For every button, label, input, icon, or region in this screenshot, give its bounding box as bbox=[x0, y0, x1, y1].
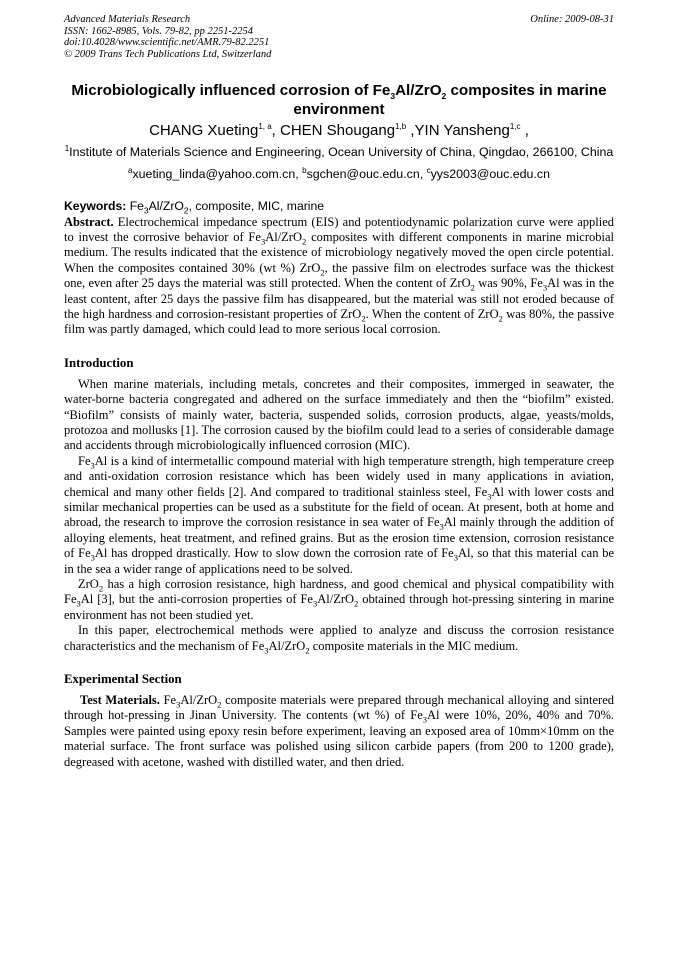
keywords: Keywords: $Fe_3Al/ZrO_2$, composite, MIC, marine bbox=[64, 199, 325, 216]
paper-title: Microbiologically influenced corrosion of $Fe_3Al/ZrO_2$ composites in marine environment bbox=[71, 82, 607, 118]
issn-line: ISSN: 1662-8985, Vols. 79-82, pp 2251-2254 bbox=[64, 25, 253, 37]
experimental-heading: Experimental Section bbox=[64, 672, 182, 687]
journal-name: Advanced Materials Research bbox=[64, 14, 191, 25]
intro-paragraph-1: When marine materials, including metals, concretes and their composites, immerged in seawater, the water-borne bacteria congregated and adhered on the surface immediately and then the “biofilm” existed. “Biofilm” consists of mainly water, bacteria, suspended solids, corrosion products, algae, yeasts/molds, protozoa and mollusks [1]. The corrosion caused by the biofilm could lead to a series of considerable damage and accidents through microbiologically influenced corrosion (MIC). bbox=[64, 376, 614, 453]
test-materials-paragraph: Test Materials. $Fe_3Al/ZrO_2$ composite materials were prepared through mechanical alloying and sintered through hot-pressing in Jinan University. The contents (wt %) of $Fe_3Al$ were 10%, 20%, 40% and 70%. Samples were painted using epoxy resin before experiment, leaving an exposed area of 10mm×10mm on the material surface. The front surface was polished using silicon carbide papers (from 200 to 1200 grade), degreased with acetone, washed with distilled water, and then dried. bbox=[64, 693, 615, 769]
copyright-line: © 2009 Trans Tech Publications Ltd, Switzerland bbox=[64, 48, 272, 60]
intro-paragraph-2: $Fe_3Al$ is a kind of intermetallic compound material with high temperature strength, high temperature creep and anti-oxidation corrosion resistance which has been widely used in many applications in aviation, chemical and many other fields [2]. And compared to traditional stainless steel, $Fe_3Al$ with lower costs and similar mechanical properties can be used as a substitute for the field of ocean. At present, both at home and abroad, the research to improve the corrosion resistance in sea water of $Fe_3Al$ mainly through the addition of alloying elements, heat treatment, and refined grains. But as the erosion time extension, corrosion resistance of $Fe_3Al$ has dropped drastically. How to slow down the corrosion rate of $Fe_3Al$, so that this material can be in the sea a wider range of applications need to be solved. bbox=[64, 453, 615, 576]
introduction-heading: Introduction bbox=[64, 355, 134, 370]
journal-header bbox=[64, 14, 614, 62]
paper-page bbox=[64, 14, 614, 770]
abstract: Abstract. Electrochemical impedance spectrum (EIS) and potentiodynamic polarization curve were applied to invest the corrosive behavior of $Fe_3Al/ZrO_2$ composites with different components in marine microbial medium. The results indicated that the existence of microbiology negatively moved the open circle potential. When the composites contained 30% (wt %) ZrO$_2$, the passive film on electrodes surface was the thickest one, even after 25 days the material was still protected. When the content of ZrO$_2$ was 90%, $Fe_3Al$ was in the least content, after 25 days the passive film has disappeared, but the material was still not eroded because of the high hardness and corrosion-resistant properties of ZrO$_2$. When the content of ZrO$_2$ was 80%, the passive film was partly damaged, which could lead to more serious local corrosion. bbox=[64, 214, 615, 337]
intro-paragraph-4: In this paper, electrochemical methods were applied to analyze and discuss the corrosion resistance characteristics and the mechanism of $Fe_3Al/ZrO_2$ composite materials in the MIC medium. bbox=[64, 623, 614, 656]
doi-line: doi:10.4028/www.scientific.net/AMR.79-82.2251 bbox=[64, 37, 270, 48]
intro-paragraph-3: ZrO$_2$ has a high corrosion resistance, high hardness, and good chemical and physical compatibility with $Fe_3Al$ [3], but the anti-corrosion properties of $Fe_3Al/ZrO_2$ obtained through hot-pressing sintering in marine environment has not been studied yet. bbox=[64, 577, 614, 622]
online-date: Online: 2009-08-31 bbox=[530, 14, 614, 25]
author-emails: $^a$xueting_linda@yahoo.com.cn, $^b$sgchen@ouc.edu.cn, $^c$yys2003@ouc.edu.cn bbox=[128, 165, 550, 181]
author-list: CHANG Xueting$^{1, a}$, CHEN Shougang$^{1,b}$ ,YIN Yansheng$^{1,c}$ , bbox=[149, 122, 529, 139]
affiliation: $^1$Institute of Materials Science and Engineering, Ocean University of China, Qingdao, 266100, China bbox=[64, 143, 614, 159]
